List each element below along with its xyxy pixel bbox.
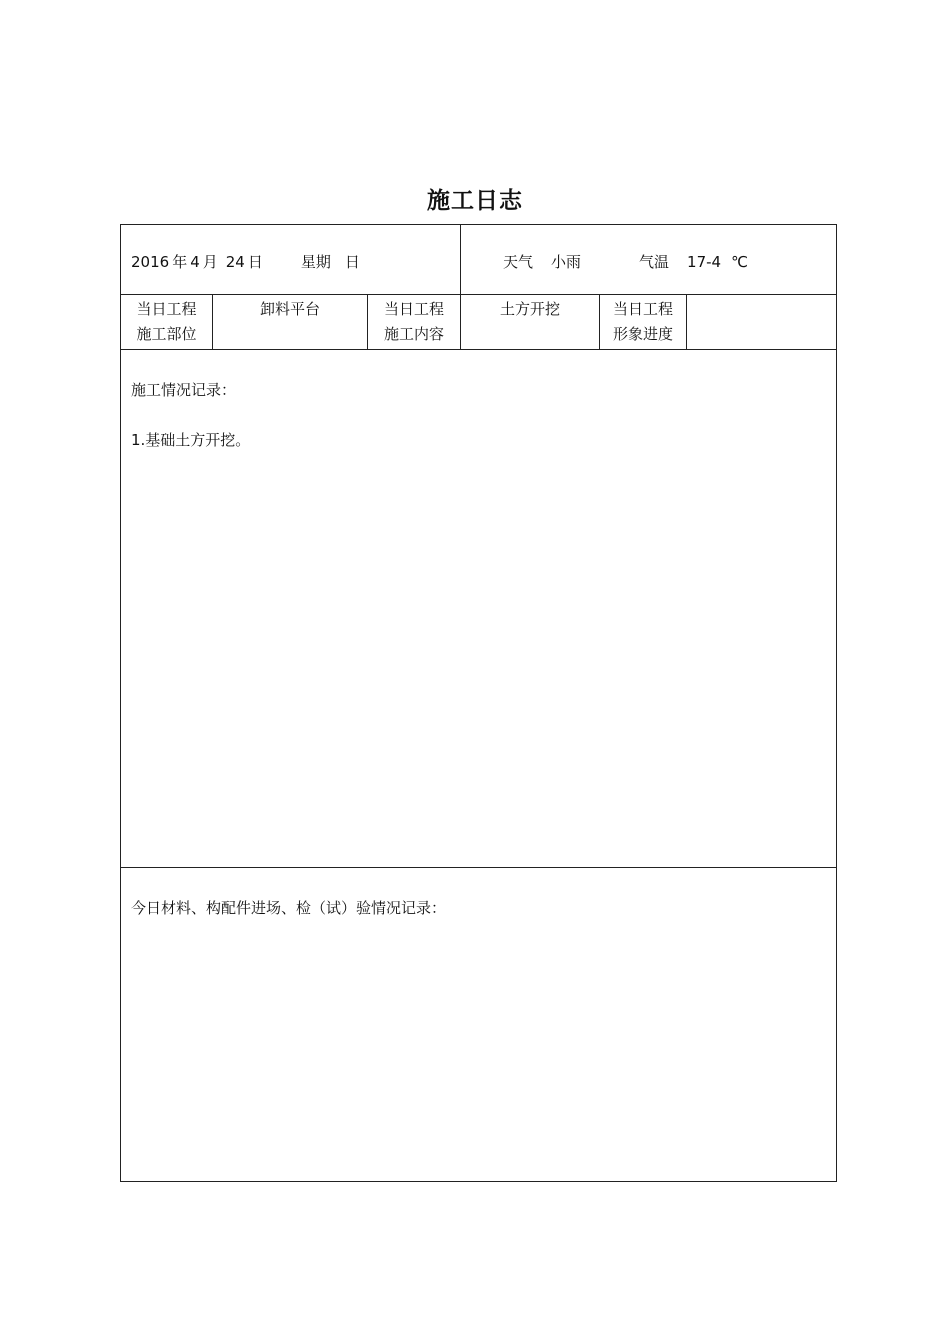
location-label — [121, 297, 212, 347]
content-label — [368, 297, 460, 347]
content-label-line2: 施工内容 — [383, 325, 444, 343]
temperature-value: 17-4 — [687, 253, 722, 271]
location-label-line2: 施工部位 — [136, 325, 197, 343]
date-month-unit: 月 — [202, 253, 218, 271]
content-value: 土方开挖 — [499, 300, 560, 318]
date-year: 2016 — [131, 253, 170, 271]
weather-info — [503, 250, 748, 274]
materials-record-label: 今日材料、构配件进场、检（试）验情况记录： — [131, 899, 447, 917]
materials-record-section — [121, 868, 836, 1181]
construction-record-label: 施工情况记录： — [131, 381, 237, 399]
row2-divider-5 — [686, 295, 687, 349]
work-info-row — [121, 295, 836, 350]
content-label-line1: 当日工程 — [383, 300, 444, 318]
weather-value: 小雨 — [551, 253, 582, 271]
weather-label: 天气 — [503, 253, 534, 271]
temperature-unit: ℃ — [731, 253, 748, 271]
construction-log-table — [120, 224, 837, 1182]
construction-record-item: 1.基础土方开挖。 — [131, 431, 251, 449]
date-info — [131, 250, 360, 274]
location-value: 卸料平台 — [259, 300, 320, 318]
temperature-label: 气温 — [639, 253, 670, 271]
date-weather-row — [121, 225, 836, 295]
progress-label-line2: 形象进度 — [612, 325, 673, 343]
construction-record-section — [121, 350, 836, 868]
location-label-line1: 当日工程 — [136, 300, 197, 318]
weekday-label: 星期 — [300, 253, 331, 271]
date-month: 4 — [190, 253, 200, 271]
date-year-unit: 年 — [172, 253, 188, 271]
progress-label — [600, 297, 686, 347]
progress-label-line1: 当日工程 — [612, 300, 673, 318]
weekday-value: 日 — [344, 253, 360, 271]
date-day: 24 — [225, 253, 245, 271]
page-title: 施工日志 — [427, 188, 523, 214]
date-day-unit: 日 — [247, 253, 263, 271]
row1-divider — [460, 225, 461, 294]
